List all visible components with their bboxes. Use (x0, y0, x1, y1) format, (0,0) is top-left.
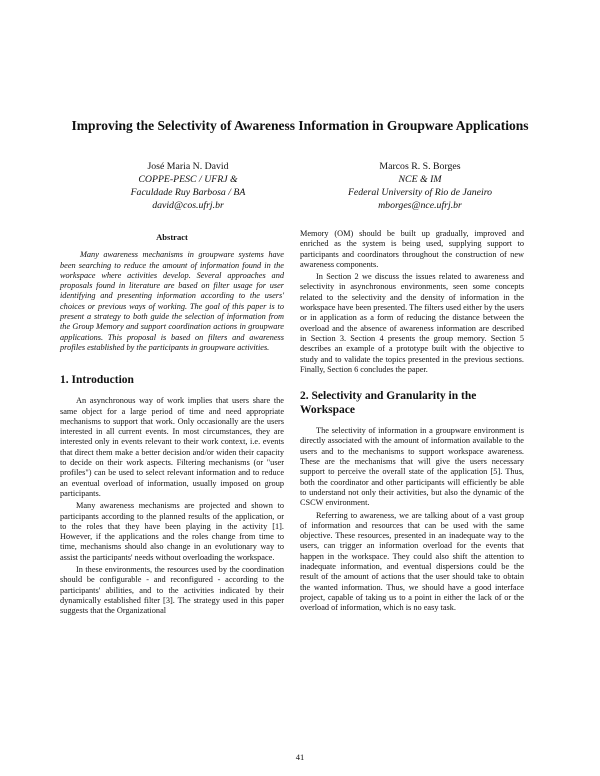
paragraph: In these environments, the resources used by the coordination should be configurable - and reconfigured - according to the participants' abilities, and to the activities indicated by their dynamically established filter [3]. The strategy used in this paper suggests that the Organizational (60, 565, 284, 616)
abstract-text: Many awareness mechanisms in groupware systems have been searching to reduce the amount of information found in the workspace where activities develop. Several approaches and proposals found in literature are based on filter usage for user identifying and presenting information according to the users' choices or previous ways of working. The goal of this paper is to present a strategy to both guide the selection of information from the Group Memory and support coordination actions in groupware applications. This proposal is based on filters and awareness profiles established by the participants in groupware activities. (60, 250, 284, 352)
paragraph: In Section 2 we discuss the issues related to awareness and selectivity in asynchronous environments, seen some concepts related to the selectivity and the density of information in the workspace have been presented. The filters used either by the users or in application as a form of reducing the distance between the overload and the absence of awareness information are described in Section 3. Section 4 presents the group memory. Section 5 describes an example of a prototype built with the objective to study and to validate the topics presented in the previous sections. Finally, Section 6 concludes the paper. (300, 272, 524, 374)
paragraph: Referring to awareness, we are talking about of a vast group of information and resources that can be used with the same objective. These resources, presented in an inadequate way to the users, can trigger an information overload for the events that happen in the workspace. They could also shift the attention to inadequate information, and eventual dispersions could be the result of the amount of actions that the user should take to obtain the wanted information. Thus, we should have a good interface project, capable of taking us to a point in either the lack of or the overload of information, which is no easy task. (300, 510, 524, 613)
left-column (60, 232, 284, 617)
author-email: david@cos.ufrj.br (152, 200, 224, 211)
author-affiliation-2: Faculdade Ruy Barbosa / BA (130, 187, 246, 198)
author-block-1 (68, 160, 308, 212)
author-affiliation: NCE & IM (398, 174, 442, 185)
section-1-heading: 1. Introduction (60, 374, 134, 387)
author-name: José Maria N. David (147, 161, 229, 172)
abstract-heading: Abstract (156, 232, 188, 242)
paragraph: Memory (OM) should be built up gradually, improved and enriched as the system is being used, supplying support to participants and coordinators throughout the construction of new awareness components. (300, 229, 524, 269)
right-column (300, 229, 524, 614)
paragraph: An asynchronous way of work implies that users share the same object for a large period of time and need appropriate mechanisms to support that work. Only occasionally are the users interested in all current events. In most circumstances, they are interested only in events relevant to their work context, i.e. events that direct them make a better decision and/or widen their capacity to decide on their work aspects. Filtering mechanisms (or "user profiles") can be used to select relevant information and to reduce an eventual overload of information, usually imposed on group participants. (60, 396, 284, 498)
author-affiliation: COPPE-PESC / UFRJ & (138, 174, 238, 185)
page-number: 41 (295, 752, 305, 762)
author-block-2 (300, 160, 540, 212)
author-email: mborges@nce.ufrj.br (378, 200, 462, 211)
paragraph: Many awareness mechanisms are projected and shown to participants according to the planned results of the application, or to the roles that they have been playing in the activity [1]. However, if the applications and the roles change from time to time, mechanisms should also change in an evolutionary way to assist the participants' needs without overloading the workspace. (60, 501, 284, 562)
section-2-heading: 2. Selectivity and Granularity in the Workspace (300, 390, 477, 417)
author-affiliation-2: Federal University of Rio de Janeiro (347, 187, 493, 198)
paper-title: Improving the Selectivity of Awareness Information in Groupware Applications (71, 118, 529, 133)
author-name: Marcos R. S. Borges (379, 161, 461, 172)
paragraph: The selectivity of information in a groupware environment is directly associated with the amount of information available to the users and to the mechanisms to support workspace awareness. These are the mechanisms that will give the users necessary support to perceive the overall state of the application [5]. Thus, both the coordinator and other participants will efficiently be able to understand not only their activities, but also the dynamic of the CSCW environment. (300, 426, 524, 508)
